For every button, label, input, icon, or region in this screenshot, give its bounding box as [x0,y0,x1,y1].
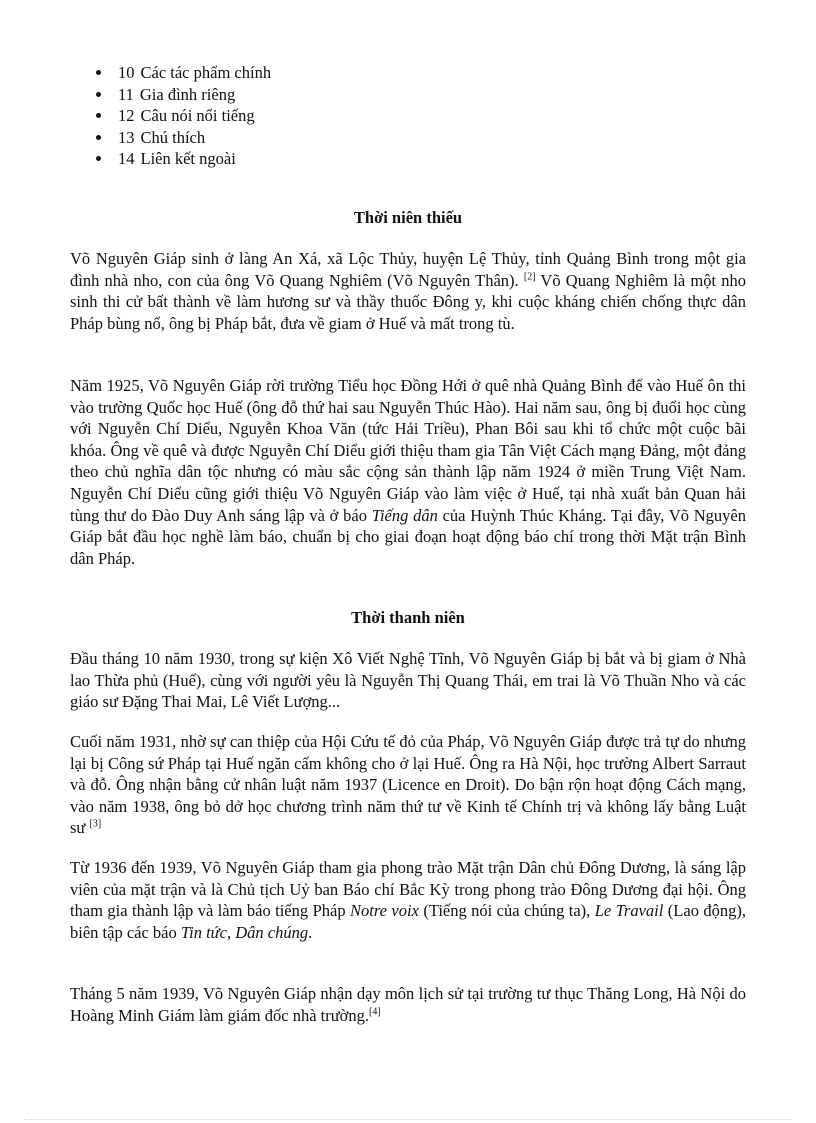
paragraph-release [70,731,746,839]
paragraph-text: (Tiếng nói của chúng ta), [418,901,595,921]
section-heading-youth: Thời niên thiếu [353,208,463,227]
section-heading-young-adult: Thời thanh niên [351,608,465,627]
toc-item-quotes[interactable] [96,105,271,127]
paragraph-education [70,375,746,569]
toc-item-number: 13 [118,127,135,147]
paragraph-text: (Lao động), biên tập các báo [70,901,746,942]
paragraph-text: Cuối năm 1931, nhờ sự can thiệp của Hội Cứu tế đỏ của Pháp, Võ Nguyên Giáp được trả tự do nhưng lại bị Công sứ Pháp tại Huế ngăn cấm không cho ở lại Huế. Ông ra Hà Nội, học trường Albert Sarraut và đỗ. Ông nhận bằng cử nhân luật năm 1937 (Licence en Droit). Do bận rộn hoạt động Cách mạng, vào năm 1938, ông bỏ dở học chương trình năm thứ tư về Kinh tế Chính trị và không lấy bằng Luật sư [70,732,746,838]
toc-item-label: Liên kết ngoài [140,149,236,169]
toc-item-label: Chú thích [140,127,206,147]
toc-item-external-links[interactable] [96,148,271,170]
italic-title: Tin tức [180,922,227,942]
paragraph-text: Tháng 5 năm 1939, Võ Nguyên Giáp nhận dạy môn lịch sử tại trường tư thục Thăng Long, Hà Nội do Hoàng Minh Giám làm giám đốc nhà trường. [70,984,746,1025]
paragraph-text: Võ Quang Nghiêm là một nho sinh thi cử bất thành về làm hương sư và thầy thuốc Đông y, khi cuộc kháng chiến chống thực dân Pháp bùng nổ, ông bị Pháp bắt, đưa về giam ở Huế và mất trong tù. [70,270,746,333]
paragraph-birth [70,248,746,334]
paragraph-journalism [70,857,746,943]
citation-ref[interactable]: [4] [369,1006,381,1018]
page-bottom-divider [24,1119,792,1120]
paragraph-text: . [308,922,313,942]
toc-item-family[interactable] [96,84,271,106]
toc-item-notes[interactable] [96,127,271,149]
paragraph-text: Từ 1936 đến 1939, Võ Nguyên Giáp tham gia phong trào Mặt trận Dân chủ Đông Dương, là sáng lập viên của mặt trận và là Chủ tịch Uỷ ban Báo chí Bắc Kỳ trong phong trào Đông Dương đại hội. Ông tham gia thành lập và làm báo tiếng Pháp [70,858,746,921]
paragraph-teaching [70,983,746,1026]
paragraph-text: của Huỳnh Thúc Kháng. Tại đây, Võ Nguyên Giáp bắt đầu học nghề làm báo, chuẩn bị cho giai đoạn hoạt động báo chí trong thời Mặt trận Bình dân Pháp. [70,505,746,568]
italic-title: Dân chúng [235,922,309,942]
italic-title: Notre voix [350,901,419,921]
paragraph-text: , [227,922,236,942]
toc-item-label: Gia đình riêng [139,84,236,104]
toc-item-number: 12 [118,106,135,126]
toc-item-label: Câu nói nổi tiếng [140,106,255,126]
paragraph-text: Đầu tháng 10 năm 1930, trong sự kiện Xô Viết Nghệ Tĩnh, Võ Nguyên Giáp bị bắt và bị giam ở Nhà lao Thừa phủ (Huế), cùng với người yêu là Nguyễn Thị Quang Thái, em trai là Võ Thuần Nho và các giáo sư Đặng Thai Mai, Lê Viết Lượng... [70,649,746,712]
paragraph-text: Năm 1925, Võ Nguyên Giáp rời trường Tiểu học Đồng Hới ở quê nhà Quảng Bình để vào Huế ôn thi vào trường Quốc học Huế (ông đỗ thứ hai sau Nguyễn Thúc Hào). Hai năm sau, ông bị đuổi học cùng với Nguyễn Chí Diểu, Nguyễn Khoa Văn (tức Hải Triều), Phan Bôi sau khi tổ chức một cuộc bãi khóa. Ông về quê và được Nguyễn Chí Diểu giới thiệu tham gia Tân Việt Cách mạng Đảng, một đảng theo chủ nghĩa dân tộc nhưng có màu sắc cộng sản thành lập năm 1924 ở miền Trung Việt Nam. Nguyễn Chí Diểu cũng giới thiệu Võ Nguyên Giáp vào làm việc ở Huế, tại nhà xuất bản Quan hải tùng thư do Đào Duy Anh sáng lập và ở báo [70,376,746,525]
paragraph-text: Võ Nguyên Giáp sinh ở làng An Xá, xã Lộc Thủy, huyện Lệ Thủy, tỉnh Quảng Bình trong một gia đình nhà nho, con của ông Võ Quang Nghiêm (Võ Nguyên Thân). [70,249,746,290]
toc-item-number: 14 [118,149,135,169]
citation-ref[interactable]: [2] [523,271,536,283]
italic-title: Le Travail [594,901,664,921]
toc-item-works[interactable] [96,62,271,84]
paragraph-arrest [70,648,746,713]
citation-ref[interactable]: [3] [89,818,102,830]
toc-item-label: Các tác phẩm chính [140,63,272,82]
italic-title: Tiếng dân [371,505,438,525]
toc-item-number: 11 [118,84,134,104]
toc-item-number: 10 [118,63,135,82]
table-of-contents-list [96,62,271,170]
